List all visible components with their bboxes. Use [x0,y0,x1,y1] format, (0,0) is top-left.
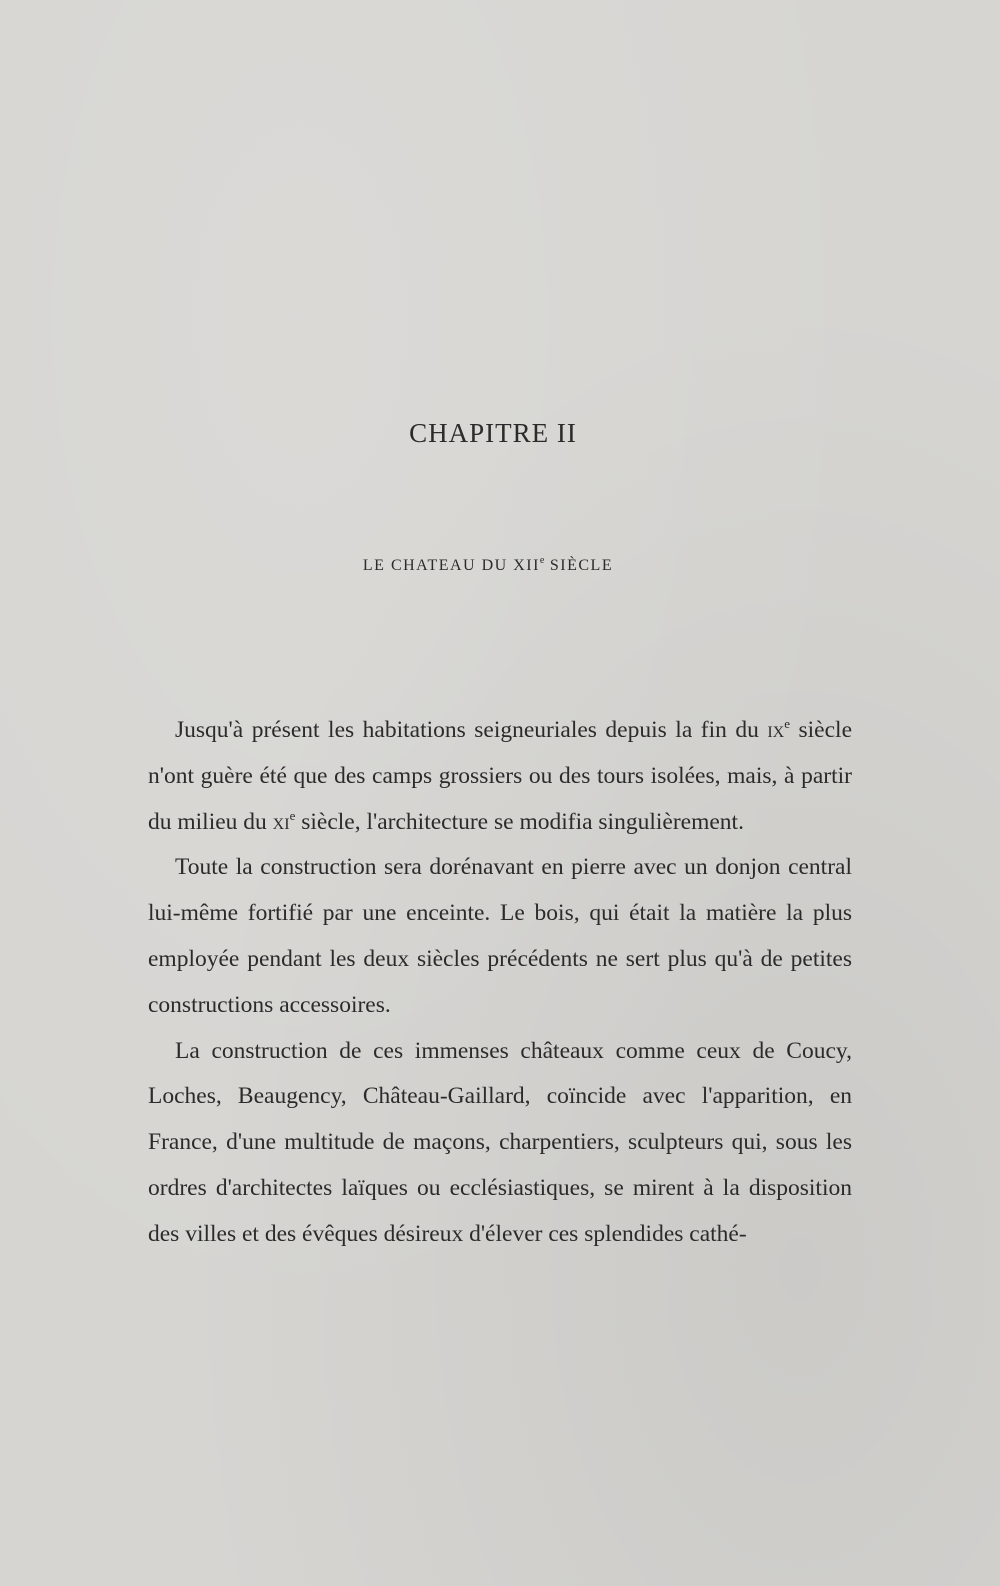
chapter-title: CHAPITRE II [409,418,577,448]
century-xi-superscript: e [289,807,296,823]
body-text [148,708,852,1258]
paragraph-1-part-c: siècle, l'architecture se modifia singulièrement. [295,808,744,835]
century-xi: xi [272,808,290,835]
subtitle-main: LE CHATEAU DU XII [362,557,540,574]
paragraph-1 [148,708,852,845]
paragraph-1-part-a: Jusqu'à présent les habitations seigneuriales depuis la fin du [175,717,768,743]
paragraph-1-part-b: siècle n'ont guère été que des camps grossiers ou des tours isolées, mais, à partir du milieu du [148,717,853,835]
century-ix-superscript: e [784,716,791,731]
chapter-subtitle [0,555,976,575]
century-ix: ix [767,717,785,743]
subtitle-superscript: e [539,555,545,566]
subtitle-end: SIÈCLE [544,557,614,574]
paragraph-2: Toute la construction sera dorénavant en pierre avec un donjon central lui-même fortifié par une enceinte. Le bois, qui était la matière la plus employée pendant les deux siècles précédents ne sert plus qu'à de petites constructions accessoires. [148,854,852,1018]
paragraph-3: La construction de ces immenses châteaux comme ceux de Coucy, Loches, Beaugency, Château-Gaillard, coïncide avec l'apparition, en France, d'une multitude de maçons, charpentiers, sculpteurs qui, sous les ordres d'architectes laïques ou ecclésiastiques, se mirent à la disposition des villes et des évêques désireux d'élever ces splendides cathé- [148,1037,852,1247]
